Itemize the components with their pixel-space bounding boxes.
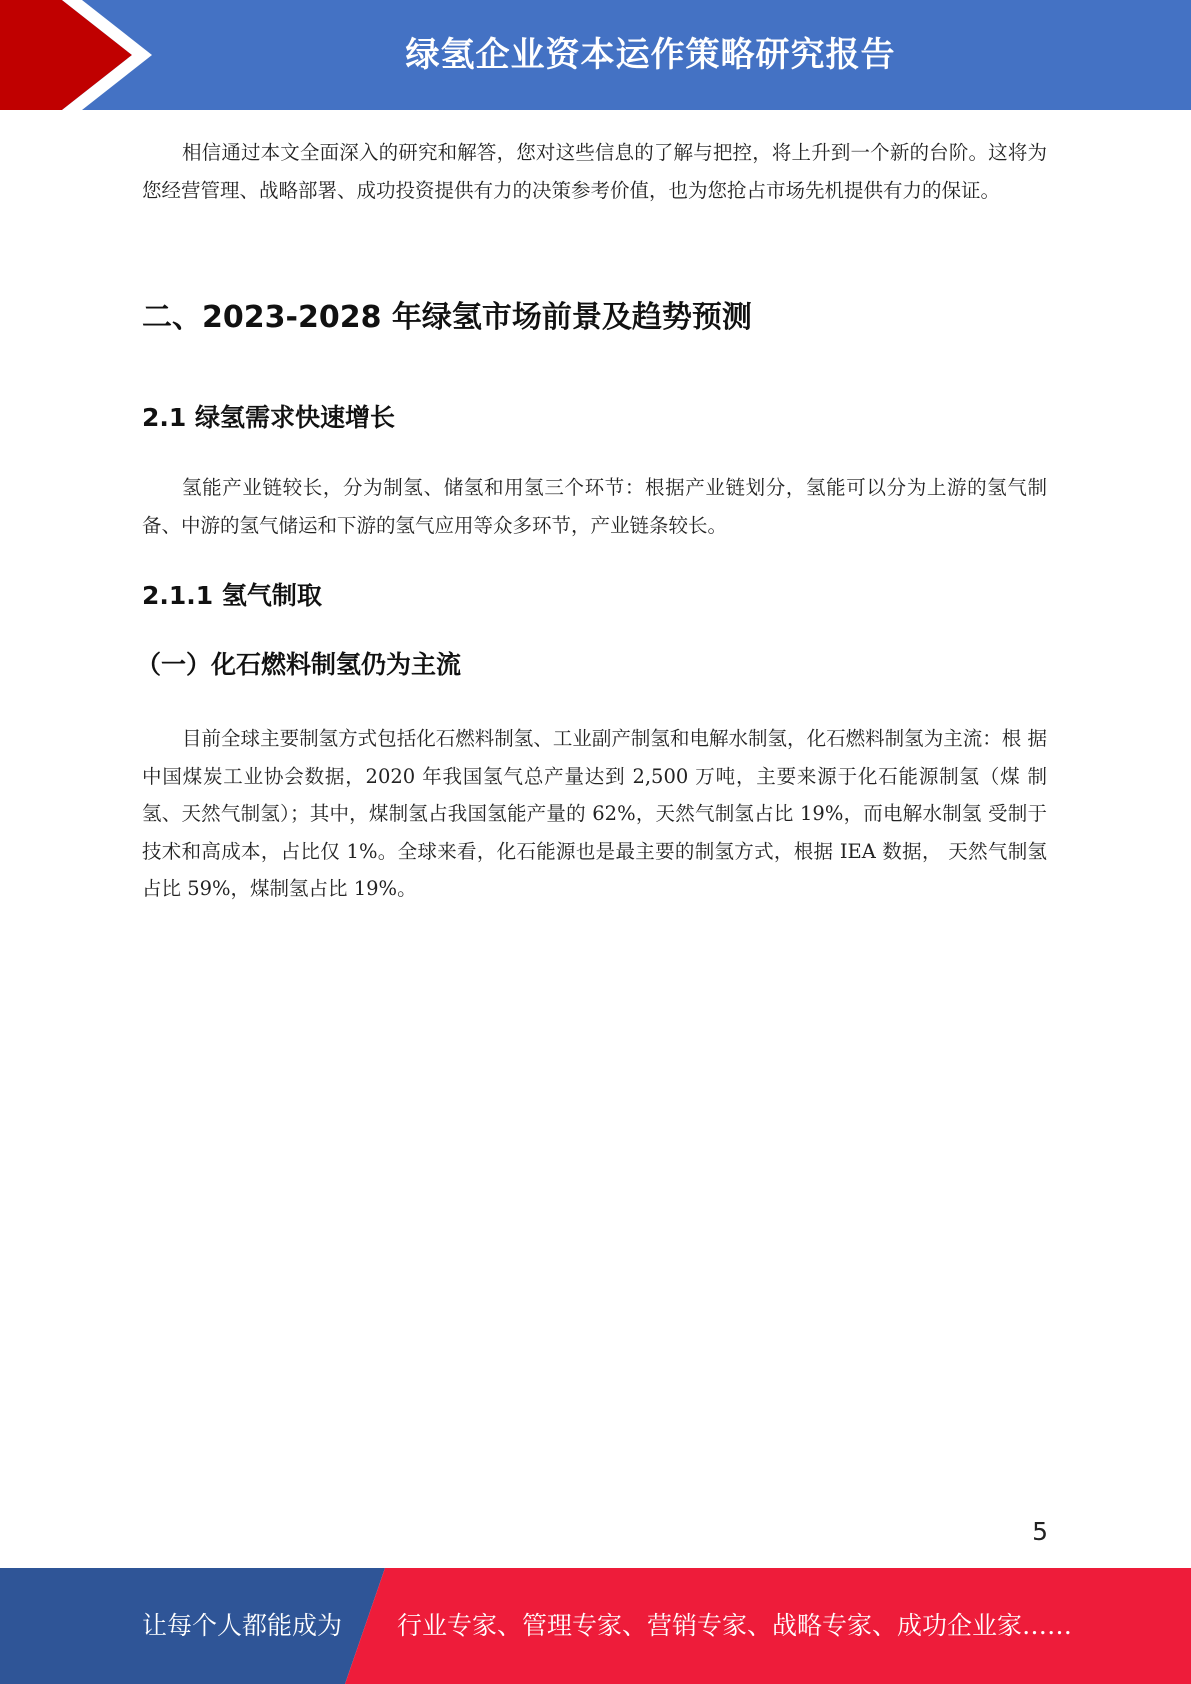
section-2-1-heading: 2.1 绿氢需求快速增长 <box>142 403 395 432</box>
section-2-1-1-heading: 2.1.1 氢气制取 <box>142 581 322 610</box>
footer-slogan-left: 让每个人都能成为 <box>142 1611 343 1640</box>
footer-slogan-right: 行业专家、管理专家、营销专家、战略专家、成功企业家…… <box>397 1611 1073 1640</box>
section-2-heading: 二、2023-2028 年绿氢市场前景及趋势预测 <box>142 300 752 335</box>
intro-paragraph: 相信通过本文全面深入的研究和解答，您对这些信息的了解与把控，将上升到一个新的台阶。这将为您经营管理、战略部署、成功投资提供有力的决策参考价值，也为您抢占市场先机提供有力的保证。 <box>142 141 1047 202</box>
fossil-fuel-subheading: （一）化石燃料制氢仍为主流 <box>136 650 462 679</box>
section-2-1-paragraph: 氢能产业链较长，分为制氢、储氢和用氢三个环节：根据产业链划分，氢能可以分为上游的氢气制 备、中游的氢气储运和下游的氢气应用等众多环节，产业链条较长。 <box>142 476 1047 537</box>
page-header <box>0 0 1191 110</box>
page-footer <box>0 1568 1191 1684</box>
hydrogen-production-paragraph: 目前全球主要制氢方式包括化石燃料制氢、工业副产制氢和电解水制氢，化石燃料制氢为主流：根 据中国煤炭工业协会数据，2020 年我国氢气总产量达到 2,500 万吨，主要来源于化石能源制氢（煤 制氢、天然气制氢）；其中，煤制氢占我国氢能产量的 62%，天然气制氢占比 19%，而电解水制氢 受制于技术和高成本，占比仅 1%。全球来看，化石能源也是最主要的制氢方式，根据 IEA 数据， 天然气制氢占比 59%，煤制氢占比 19%。 <box>142 727 1047 900</box>
page-number: 5 <box>1032 1517 1048 1546</box>
report-title: 绿氢企业资本运作策略研究报告 <box>405 35 896 75</box>
